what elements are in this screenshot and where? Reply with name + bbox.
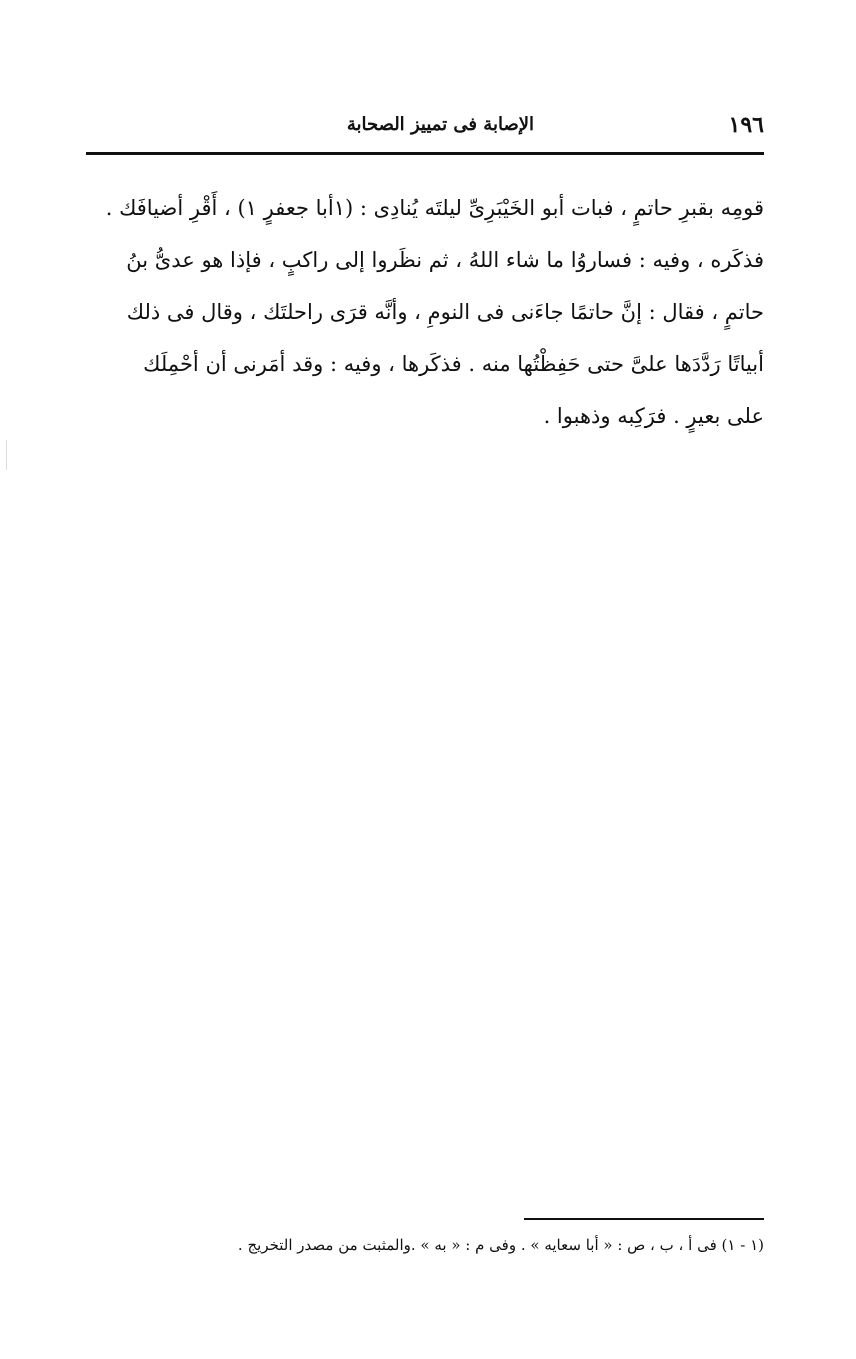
header-divider [86,152,764,155]
footnote-divider [524,1218,764,1220]
page-header [86,108,764,144]
text-line: أبياتًا رَدَّدَها علىَّ حتى حَفِظْتُها منه . فذكَرها ، وفيه : وقد أمَرنى أن أحْمِلَك [143,352,764,376]
scan-edge-mark [6,440,7,470]
text-line: حاتمٍ ، فقال : إنَّ حاتمًا جاءَنى فى النومِ ، وأنَّه قرَى راحلتَك ، وقال فى ذلك [126,300,764,324]
running-title: الإصابة فى تمييز الصحابة [346,114,534,135]
text-line: قومِه بقبرِ حاتمٍ ، فبات أبو الخَيْبَرِىِّ ليلتَه يُنادِى : (١أبا جعفرٍ ١) ، أَقْرِ أضيافَك . [105,196,764,220]
text-line: فذكَره ، وفيه : فساروُا ما شاء اللهُ ، ثم نظَروا إلى راكبٍ ، فإذا هو عدىُّ بنُ [126,248,764,272]
text-line: على بعيرٍ . فرَكِبه وذهبوا . [543,404,764,428]
page-number: ١٩٦ [728,112,764,138]
body-text [86,182,764,442]
footnote: (١ - ١) فى أ ، ب ، ص : « أبا سعايه » . وفى م : « به » .والمثبت من مصدر التخريج . [237,1236,764,1254]
